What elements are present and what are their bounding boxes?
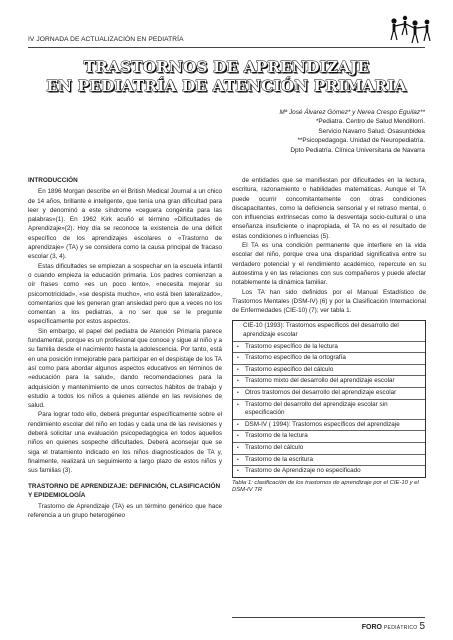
children-logo-icon xyxy=(388,14,434,46)
table-caption: Tabla 1: clasificación de los trastornos de aprendizaje por el CIE-10 y el DSM-IV TR xyxy=(232,479,419,494)
paragraph: El TA es una condición permanente que interfiere en la vida escolar del niño, porque crea una disparidad significativa entre su verdadero potencial y el rendimiento académico, repercute en su autoestima y en las relaciones con sus compañeros y puede afectar notablemente la dinámica familiar. xyxy=(232,242,426,287)
bullet-icon: • xyxy=(237,343,239,350)
table-row: • Trastorno del desarrollo del aprendizaje escolar sin especificación xyxy=(233,399,425,419)
bullet-icon: • xyxy=(237,433,239,440)
right-column xyxy=(232,176,426,495)
affiliation-2: Servicio Navarro Salud. Osasunbidea xyxy=(318,127,425,135)
footer-brand-sub: PEDIÁTRICO xyxy=(383,625,418,631)
paragraph: Sin embargo, el papel del pediatra de Atención Primaria parece fundamental, porque es un profesional que conoce y sigue al niño y a su familia desde el nacimiento hasta la adolescencia. Por tanto, está en una posición inmejorable para participar en el despistaje de los TA así como para abordar algunos aspectos educativos en términos de «educación para la salud», dando recomendaciones para la adquisición y mantenimiento de unos correctos hábitos de trabajo y estudio a todos los niños a quienes atiende en las revisiones de salud. xyxy=(28,327,222,410)
footer-divider xyxy=(232,617,425,618)
paragraph: de entidades que se manifiestan por dificultades en la lectura, escritura, razonamiento o habilidades matemáticas. Aunque el TA puede ocurrir concomitantemente con otras condiciones discapacitantes, como la deficiencia sensorial y el retraso mental, o con influencias extrínsecas como la desventaja socio-cultural o una enseñanza insuficiente o inapropiada, el TA no es el resultado de estas condiciones o influencias (5). xyxy=(232,177,426,240)
page-number: 5 xyxy=(419,621,425,632)
table-row: • Trastorno del cálculo xyxy=(233,442,425,454)
bullet-icon: • xyxy=(237,366,239,373)
section-heading-definition: TRASTORNO DE APRENDIZAJE: DEFINICIÓN, CLASIFICACIÓN Y EPIDEMIOLOGÍA xyxy=(28,482,221,499)
paragraph: Para lograr todo ello, deberá preguntar específicamente sobre el rendimiento escolar del niño en todas y cada una de las revisiones y deberá solicitar una evaluación psicopedagógica en todos aquellos niños en quienes sospeche dificultades. Deberá aconsejar que se siga el tratamiento indicado en los niños diagnosticados de TA y, finalmente, realizará un seguimiento a largo plazo de estos niños y sus familias (3). xyxy=(28,411,222,475)
bullet-icon: • xyxy=(237,401,239,408)
table-row: • Trastorno específico de la lectura xyxy=(233,341,425,353)
bullet-icon: • xyxy=(237,390,239,397)
table-row: • Trastorno mixto del desarrollo del aprendizaje escolar xyxy=(233,375,425,387)
bullet-icon: • xyxy=(237,456,239,463)
left-column xyxy=(28,176,222,521)
header-divider xyxy=(28,47,425,48)
affiliation-1: *Pediatra. Centro de Salud Mendillorri. xyxy=(315,118,425,126)
article-title-line-1: TRASTORNOS DE APRENDIZAJE xyxy=(83,58,370,76)
table-row: • Trastorno de la lectura xyxy=(233,430,425,442)
author-block xyxy=(279,108,425,155)
bullet-icon: • xyxy=(237,468,239,475)
table-row: • Trastorno específico de la ortografía xyxy=(233,352,425,364)
author-names: Mª José Álvarez Gómez* y Nerea Crespo Eguílaz** xyxy=(279,109,425,116)
article-title-line-2: EN PEDIATRÍA DE ATENCIÓN PRIMARIA xyxy=(46,77,407,95)
journal-header: IV JORNADA DE ACTUALIZACIÓN EN PEDIATRÍA xyxy=(28,36,184,43)
bullet-icon: • xyxy=(237,355,239,362)
classification-table xyxy=(232,320,426,477)
table-heading-cie10: CIE-10 (1993): Trastornos específicos del desarrollo del aprendizaje escolar xyxy=(243,322,399,339)
footer-brand: FORO xyxy=(361,624,382,631)
paragraph: Los TA han sido definidos por el Manual Estadístico de Trastornos Mentales (DSM-IV) (6) y por la Clasificación Internacional de Enfermedades (CIE-10) (7); ver tabla 1. xyxy=(232,288,426,315)
table-row: • Trastorno de la escritura xyxy=(233,454,425,466)
affiliation-4: Dpto Pediatría. Clínica Universitaria de Navarra xyxy=(290,146,425,154)
paragraph: Estas dificultades se empiezan a sospechar en la escuela infantil o cuando empieza la educación primaria. Los padres comienzan a oír frases como «es un poco lento», «necesita mejorar su psicomotricidad», «se despista mucho», «no está bien lateralizado», comentarios que les generan gran ansiedad pero que a veces no los comentan a los pediatras, a no ser que se le pregunte específicamente por estos aspectos. xyxy=(28,262,222,326)
bullet-icon: • xyxy=(237,378,239,385)
bullet-icon: • xyxy=(237,421,239,428)
section-heading-intro: INTRODUCCIÓN xyxy=(28,177,78,184)
table-row: • Otros trastornos del desarrollo del aprendizaje escolar xyxy=(233,387,425,399)
paragraph: Trastorno de Aprendizaje (TA) es un término genérico que hace referencia a un grupo heterogéneo xyxy=(28,503,222,520)
paragraph: En 1896 Morgan describe en el British Medical Journal a un chico de 14 años, brillante e inteligente, que tenía una gran dificultad para leer y denominó a este síndrome «ceguera congénita para las palabras»(1). En 1962 Kirk acuñó el término «Dificultades de Aprendizaje»(2). Hoy día se reconoce la existencia de una déficit específico de los aprendizajes escolares o «Trastorno de aprendizaje» (TA) y se considera como la causa principal de fracaso escolar (3, 4). xyxy=(28,188,222,261)
table-row: • Trastorno específico del cálculo xyxy=(233,364,425,376)
table-heading-dsm4: • DSM-IV ( 1994): Trastornos específicos del aprendizaje xyxy=(233,419,425,431)
bullet-icon: • xyxy=(237,444,239,451)
table-row: • Trastorno de Aprendizaje no especificado xyxy=(233,465,425,477)
affiliation-3: **Psicopedagoga. Unidad de Neuropediatría. xyxy=(297,137,425,145)
page-footer xyxy=(362,621,425,632)
